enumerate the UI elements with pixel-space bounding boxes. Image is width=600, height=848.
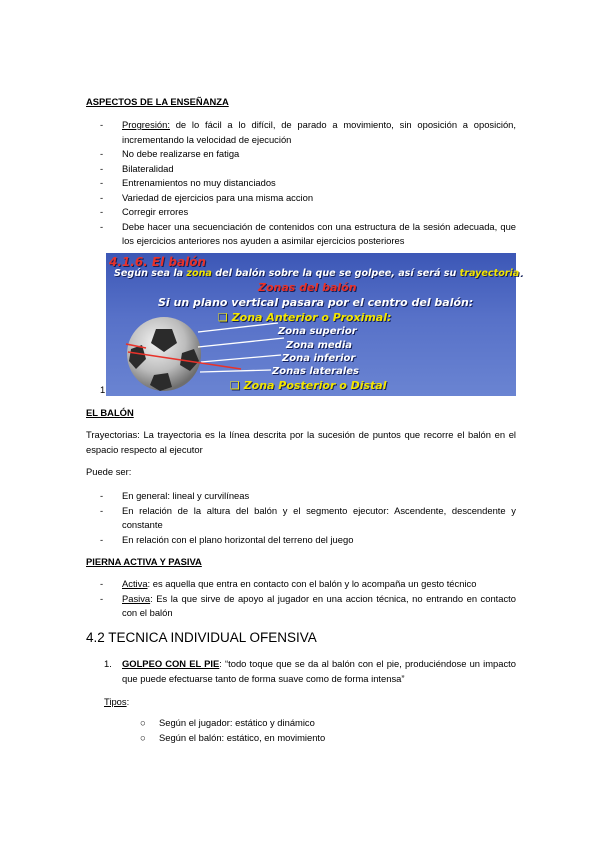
slide-image-el-balon — [106, 253, 523, 396]
section-heading-pierna: PIERNA ACTIVA Y PASIVA — [86, 556, 202, 567]
term-golpeo: GOLPEO CON EL PIE — [122, 658, 220, 669]
tipos-list — [140, 716, 516, 745]
soccer-ball-diagram — [106, 253, 516, 396]
term-activa: Activa — [122, 578, 148, 589]
tipos-label: Tipos: — [104, 696, 130, 707]
list-item: - Entrenamientos no muy distanciados — [100, 177, 276, 188]
list-item: - En relación con el plano horizontal del terreno del juego — [100, 533, 354, 545]
list-item: ○ Según el jugador: estático y dinámico — [140, 716, 516, 731]
list-item: - Pasiva: Es la que sirve de apoyo al jugador en una accion técnica, no entrando en contacto con el balón — [100, 592, 516, 618]
list-item: ○ Según el balón: estático, en movimiento — [140, 731, 516, 746]
list-item: - Progresión: de lo fácil a lo difícil, de parado a movimiento, sin oposición a oposición, incrementando la velocidad de ejecución — [100, 119, 516, 145]
term-pasiva: Pasiva — [122, 592, 151, 604]
slide-plano-text: Si un plano vertical pasara por el centro del balón: — [158, 296, 474, 309]
circle-bullet-icon: ○ — [140, 717, 146, 728]
list-item: - Debe hacer una secuenciación de contenidos con una estructura de la sesión adecuada, que los ejercicios anteriores nos ayuden a asimilar ejercicios posteriores — [100, 220, 516, 246]
numbered-marker: 1. — [104, 658, 112, 669]
list-item: - Activa: es aquella que entra en contacto con el balón y lo acompaña un gesto técnico — [100, 578, 477, 589]
slide-zonas-heading: Zonas del balón — [258, 281, 357, 294]
pierna-list — [100, 577, 516, 621]
list-item: - Corregir errores — [100, 206, 189, 217]
slide-zona-posterior: ❑ Zona Posterior o Distal — [230, 379, 387, 392]
slide-zona-inferior: Zona inferior — [282, 353, 356, 364]
circle-bullet-icon: ○ — [140, 731, 146, 743]
section-heading-aspectos: ASPECTOS DE LA ENSEÑANZA — [86, 96, 229, 107]
section-heading-tecnica: 4.2 TECNICA INDIVIDUAL OFENSIVA — [86, 630, 317, 645]
trayectorias-list — [100, 489, 516, 547]
slide-zonas-laterales: Zonas laterales — [272, 366, 360, 377]
slide-zona-superior: Zona superior — [278, 326, 357, 337]
golpeo-definition: GOLPEO CON EL PIE: “todo toque que se da al balón con el pie, produciéndose un impacto que puede efectuarse tanto de forma suave como de forma intensa” — [122, 658, 516, 684]
page-marker: 1 — [100, 384, 106, 395]
paragraph-trayectorias: Trayectorias: La trayectoria es la línea descrita por la sucesión de puntos que recorre el balón en el espacio respecto al ejecutor — [86, 429, 516, 455]
paragraph-puede-ser: Puede ser: — [86, 466, 132, 477]
list-item: - En general: lineal y curvilíneas — [100, 490, 250, 501]
list-item: - No debe realizarse en fatiga — [100, 148, 240, 159]
slide-zona-media: Zona media — [286, 340, 353, 351]
list-item: - En relación de la altura del balón y el segmento ejecutor: Ascendente, descendente y constante — [100, 504, 516, 530]
slide-title: 4.1.6. El balón — [109, 255, 206, 269]
term-progresion: Progresión: — [122, 119, 170, 130]
slide-zona-anterior: ❑ Zona Anterior o Proximal: — [218, 311, 392, 324]
aspectos-list — [100, 118, 516, 249]
list-item: - Bilateralidad — [100, 162, 174, 174]
list-item: - Variedad de ejercicios para una misma accion — [100, 191, 314, 203]
slide-intro: Según sea la zona del balón sobre la que se golpee, así será su trayectoria. — [114, 268, 523, 279]
section-heading-el-balon: EL BALÓN — [86, 407, 134, 418]
